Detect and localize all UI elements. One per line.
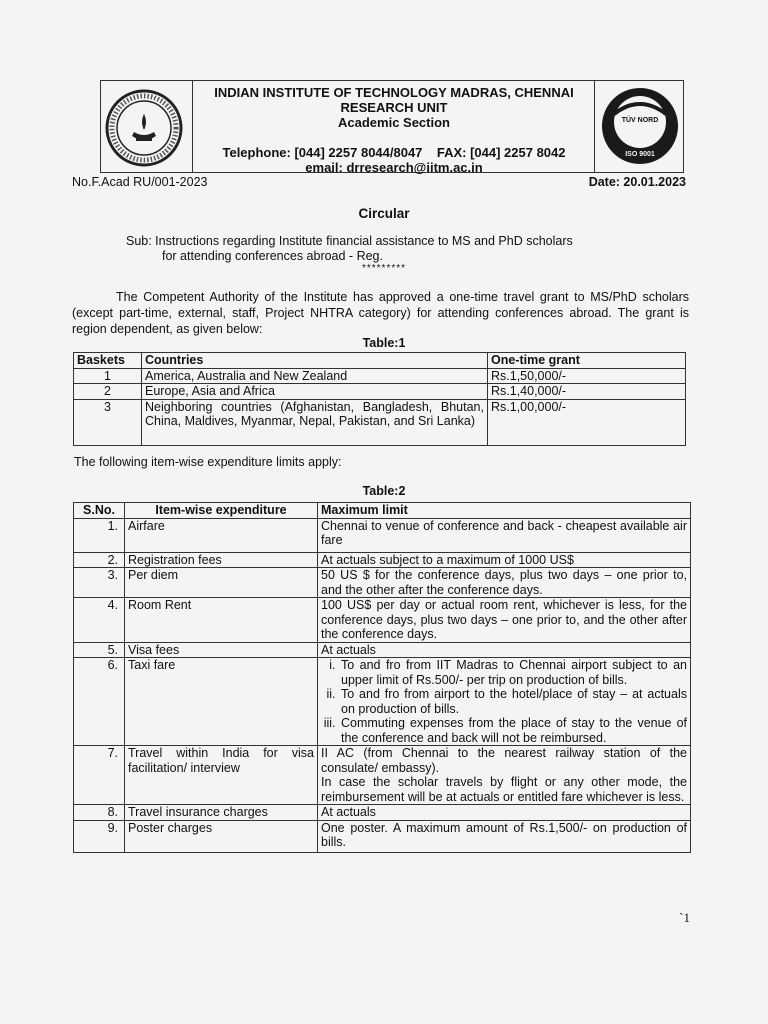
subject: [126, 234, 706, 264]
table-row: 4. Room Rent 100 US$ per day or actual room rent, whichever is less, for the conference days, plus two days – one prior to, and the other after the conference days.: [74, 598, 691, 643]
expenditure-table: [73, 502, 691, 853]
letterhead-divider-left: [192, 80, 193, 173]
section-name: Academic Section: [338, 115, 450, 130]
table-row: 5. Visa fees At actuals: [74, 642, 691, 658]
table-row: 8. Travel insurance charges At actuals: [74, 805, 691, 821]
header-limit: Maximum limit: [318, 503, 691, 519]
table-row: 7. Travel within India for visa facilitation/ interview II AC (from Chennai to the nearest railway station of the consulate/ embassy). In case the scholar travels by flight or any other mode, the reimbursement will be at actuals or entitled fare whichever is less.: [74, 746, 691, 805]
table-row: 1. Airfare Chennai to venue of conference and back - cheapest available air fare: [74, 518, 691, 552]
tuv-certification-seal-icon: [598, 84, 682, 168]
institute-name: INDIAN INSTITUTE OF TECHNOLOGY MADRAS, CHENNAI: [214, 85, 574, 100]
table-row: 2 Europe, Asia and Africa Rs.1,40,000/-: [74, 384, 686, 400]
separator-stars: *********: [361, 263, 407, 274]
table-row: 9. Poster charges One poster. A maximum amount of Rs.1,500/- on production of bills.: [74, 820, 691, 852]
table-header-row: [74, 353, 686, 369]
subject-line-2: for attending conferences abroad - Reg.: [162, 249, 383, 263]
table-row: 6. Taxi fare i. To and fro from IIT Madras to Chennai airport subject to an upper limit of Rs.500/- per trip on production of bills. ii. To and fro from airport to the hotel/place of stay – at actuals on production of bills. iii. Commuting expenses from the place of stay to the venue of the conference and back will not be reimbursed.: [74, 658, 691, 746]
table-header-row: [74, 503, 691, 519]
contact-line: Telephone: [044] 2257 8044/8047 FAX: [044] 2257 8042: [222, 145, 566, 160]
iit-madras-emblem-icon: [104, 88, 184, 168]
circular-heading: Circular: [358, 206, 410, 221]
header-grant: One-time grant: [488, 353, 686, 369]
taxi-fare-conditions: i. To and fro from IIT Madras to Chennai airport subject to an upper limit of Rs.500/- per trip on production of bills. ii. To and fro from airport to the hotel/place of stay – at actuals on production of bills. iii. Commuting expenses from the place of stay to the venue of the conference and back will not be reimbursed.: [321, 658, 687, 745]
table-row: 2. Registration fees At actuals subject to a maximum of 1000 US$: [74, 552, 691, 568]
header-baskets: Baskets: [74, 353, 142, 369]
table2-title: Table:2: [362, 484, 406, 498]
reference-row: [72, 175, 686, 190]
cert-brand-text: TÜV NORD: [621, 117, 659, 124]
email-line: email: drresearch@iitm.ac.in: [305, 160, 483, 175]
table-row: 3. Per diem 50 US $ for the conference days, plus two days – one prior to, and the other after the conference days.: [74, 568, 691, 598]
table1-title: Table:1: [362, 336, 406, 350]
header-sno: S.No.: [74, 503, 125, 519]
unit-name: RESEARCH UNIT: [340, 100, 448, 115]
page-number: `1: [679, 910, 690, 925]
table-row: 3 Neighboring countries (Afghanistan, Bangladesh, Bhutan, China, Maldives, Myanmar, Nepal, Pakistan, and Sri Lanka) Rs.1,00,000/-: [74, 399, 686, 445]
letterhead-divider-right: [594, 80, 595, 173]
grant-table: [73, 352, 686, 446]
header-countries: Countries: [142, 353, 488, 369]
intro-paragraph: The Competent Authority of the Institute has approved a one-time travel grant to MS/PhD scholars (except part-time, external, staff, Project NHTRA category) for attending conferences abroad. The grant is region dependent, as given below:: [72, 290, 689, 336]
table-row: 1 America, Australia and New Zealand Rs.1,50,000/-: [74, 368, 686, 384]
circular-date: Date: 20.01.2023: [588, 175, 686, 189]
expenditure-note: The following item-wise expenditure limits apply:: [74, 455, 342, 469]
subject-line-1: Sub: Instructions regarding Institute financial assistance to MS and PhD scholars: [126, 234, 573, 248]
iso-text: ISO 9001: [625, 151, 655, 158]
header-item: Item-wise expenditure: [125, 503, 318, 519]
reference-number: No.F.Acad RU/001-2023: [72, 175, 208, 189]
